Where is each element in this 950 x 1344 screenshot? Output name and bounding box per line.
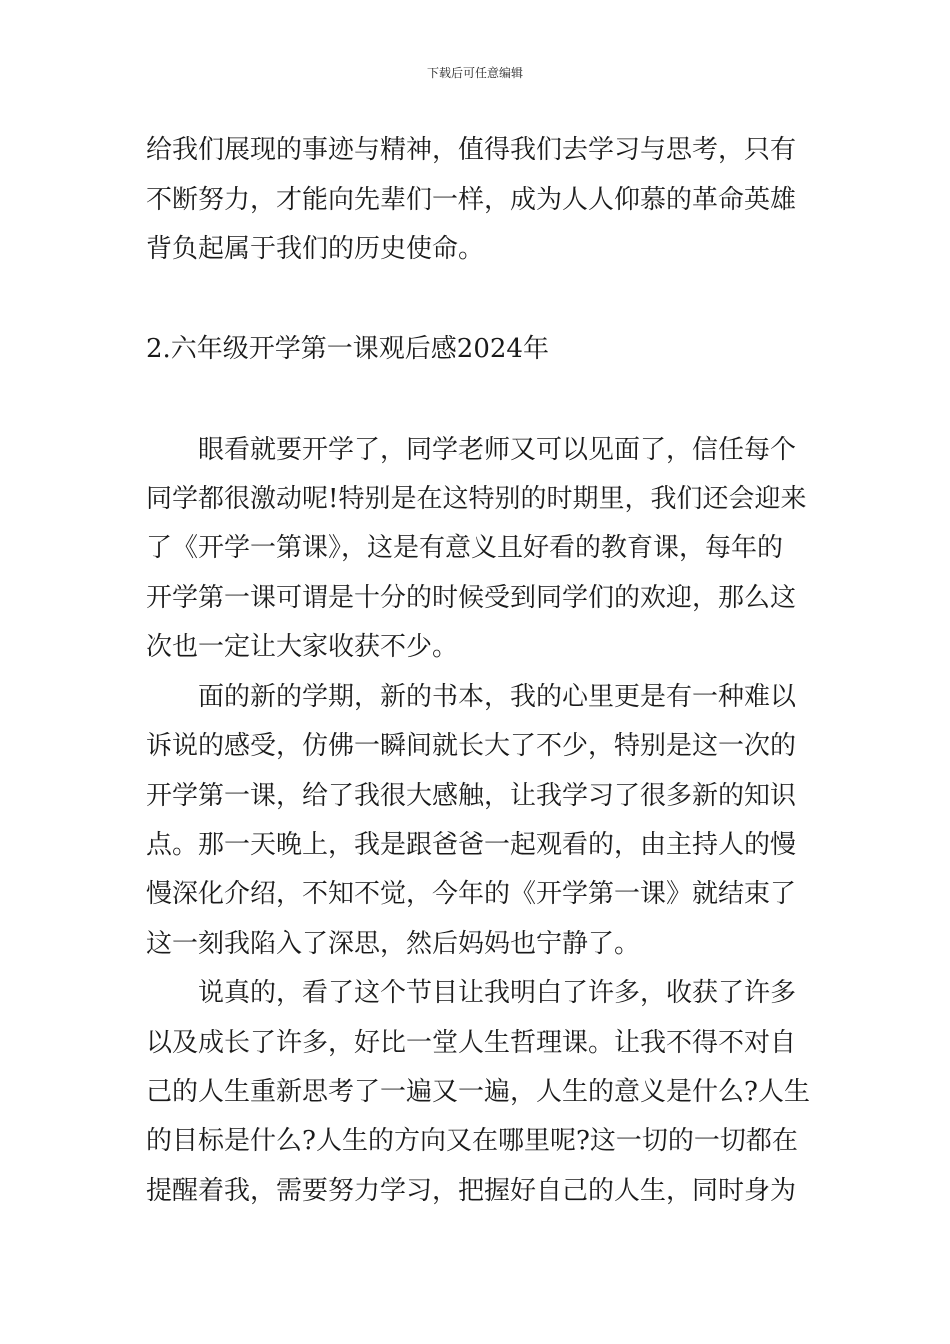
paragraph-line: 次也一定让大家收获不少。 <box>146 632 459 662</box>
paragraph-line: 的目标是什么?人生的方向又在哪里呢?这一切的一切都在 <box>146 1126 798 1156</box>
paragraph-line: 点。那一天晚上，我是跟爸爸一起观看的，由主持人的慢 <box>146 830 797 860</box>
paragraph-line: 说真的，看了这个节目让我明白了许多，收获了许多 <box>198 978 797 1008</box>
paragraph-line: 开学第一课可谓是十分的时候受到同学们的欢迎，那么这 <box>146 583 797 613</box>
paragraph-line: 提醒着我，需要努力学习，把握好自己的人生，同时身为 <box>146 1176 797 1206</box>
section-heading: 2.六年级开学第一课观后感2024年 <box>146 334 549 364</box>
paragraph-line: 慢深化介绍，不知不觉，今年的《开学第一课》就结束了 <box>146 879 797 909</box>
paragraph-line: 不断努力，才能向先辈们一样，成为人人仰慕的革命英雄 <box>146 185 797 215</box>
paragraph-line: 以及成长了许多，好比一堂人生哲理课。让我不得不对自 <box>146 1028 797 1058</box>
paragraph-line: 给我们展现的事迹与精神，值得我们去学习与思考，只有 <box>146 135 797 165</box>
paragraph-line: 了《开学一第课》，这是有意义且好看的教育课，每年的 <box>146 533 784 563</box>
paragraph-line: 诉说的感受，仿佛一瞬间就长大了不少，特别是这一次的 <box>146 731 797 761</box>
paragraph-line: 面的新的学期，新的书本，我的心里更是有一种难以 <box>198 682 797 712</box>
paragraph-line: 这一刻我陷入了深思，然后妈妈也宁静了。 <box>146 929 641 959</box>
paragraph-line: 背负起属于我们的历史使命。 <box>146 234 485 264</box>
paragraph-line: 同学都很激动呢!特别是在这特别的时期里，我们还会迎来 <box>146 484 807 514</box>
paragraph-line: 开学第一课，给了我很大感触，让我学习了很多新的知识 <box>146 781 797 811</box>
page-header: 下载后可任意编辑 <box>426 66 523 80</box>
paragraph-line: 己的人生重新思考了一遍又一遍，人生的意义是什么?人生 <box>146 1077 810 1107</box>
paragraph-line: 眼看就要开学了，同学老师又可以见面了，信任每个 <box>198 435 797 465</box>
